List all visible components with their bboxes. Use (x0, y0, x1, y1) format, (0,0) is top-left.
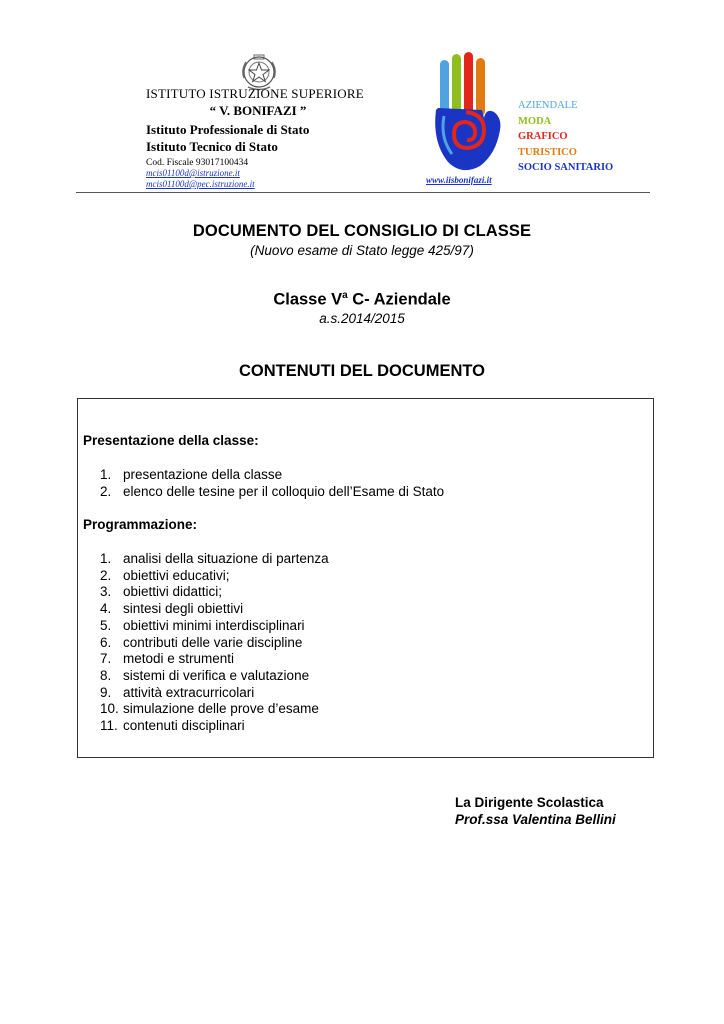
item-text: analisi della situazione di partenza (123, 551, 329, 566)
list-item (100, 685, 329, 702)
item-number: 10. (100, 701, 119, 717)
email-link[interactable]: mcis01100d@istruzione.it (146, 168, 240, 178)
signature-name: Prof.ssa Valentina Bellini (455, 812, 616, 827)
course-aziendale: AZIENDALE (518, 100, 578, 111)
website-link[interactable]: www.iisbonifazi.it (426, 175, 492, 185)
signature-role: La Dirigente Scolastica (455, 795, 604, 810)
list-item (100, 718, 329, 735)
list-item (100, 668, 329, 685)
item-text: obiettivi minimi interdisciplinari (123, 617, 305, 633)
list-item (100, 484, 444, 501)
course-list (518, 98, 613, 176)
section-title-presentazione: Presentazione della classe: (83, 433, 259, 448)
item-number: 2. (100, 483, 112, 499)
school-technical: Istituto Tecnico di Stato (146, 139, 278, 154)
document-subtitle: (Nuovo esame di Stato legge 425/97) (250, 243, 474, 258)
list-item (100, 584, 329, 601)
item-text: simulazione delle prove d’esame (123, 701, 319, 717)
item-text: sintesi degli obiettivi (123, 601, 244, 617)
item-number: 1. (100, 551, 112, 566)
item-number: 8. (100, 667, 112, 683)
list-item (100, 601, 329, 618)
item-number: 1. (100, 467, 112, 482)
programmazione-list (100, 551, 329, 735)
course-turistico: TURISTICO (518, 146, 577, 158)
item-text: sistemi di verifica e valutazione (123, 667, 310, 683)
header-divider (76, 192, 650, 193)
list-item (100, 551, 329, 568)
presentazione-list (100, 467, 444, 500)
contents-box (77, 398, 654, 758)
class-superscript: a (342, 290, 348, 301)
section-title-programmazione: Programmazione: (83, 517, 198, 532)
list-item (100, 651, 329, 668)
item-number: 2. (100, 567, 112, 583)
hand-logo-icon (426, 52, 506, 176)
document-title: DOCUMENTO DEL CONSIGLIO DI CLASSE (192, 222, 532, 240)
pec-email-link[interactable]: mcis01100d@pec.istruzione.it (146, 179, 255, 189)
contents-heading: CONTENUTI DEL DOCUMENTO (239, 362, 485, 380)
item-number: 3. (100, 584, 112, 600)
school-info (146, 86, 386, 190)
item-number: 5. (100, 617, 112, 633)
list-item (100, 568, 329, 585)
list-item (100, 618, 329, 635)
class-prefix: Classe V (273, 290, 343, 309)
item-text: obiettivi didattici; (123, 584, 223, 600)
class-title (0, 290, 724, 310)
list-item (100, 701, 329, 718)
list-item (100, 635, 329, 652)
item-text: contenuti disciplinari (123, 718, 245, 734)
item-text: contributi delle varie discipline (123, 634, 303, 650)
item-text: attività extracurricolari (123, 684, 255, 700)
item-number: 7. (100, 651, 112, 667)
item-text: obiettivi educativi; (123, 567, 230, 583)
fiscal-code: Cod. Fiscale 93017100434 (146, 158, 249, 168)
item-number: 11. (100, 718, 118, 734)
item-number: 4. (100, 601, 112, 617)
school-year: a.s.2014/2015 (319, 311, 405, 326)
school-name: “ V. BONIFAZI ” (209, 103, 307, 118)
school-type: ISTITUTO ISTRUZIONE SUPERIORE (146, 86, 364, 101)
course-grafico: GRAFICO (518, 131, 568, 142)
item-number: 6. (100, 634, 112, 650)
item-number: 9. (100, 684, 112, 700)
course-moda: MODA (518, 115, 552, 127)
item-text: presentazione della classe (123, 467, 283, 482)
course-socio-sanitario: SOCIO SANITARIO (518, 162, 614, 173)
school-professional: Istituto Professionale di Stato (146, 122, 310, 137)
class-suffix: C- Aziendale (347, 290, 451, 309)
list-item (100, 467, 444, 484)
item-text: elenco delle tesine per il colloquio dell’Esame di Stato (123, 483, 445, 499)
item-text: metodi e strumenti (123, 651, 235, 667)
